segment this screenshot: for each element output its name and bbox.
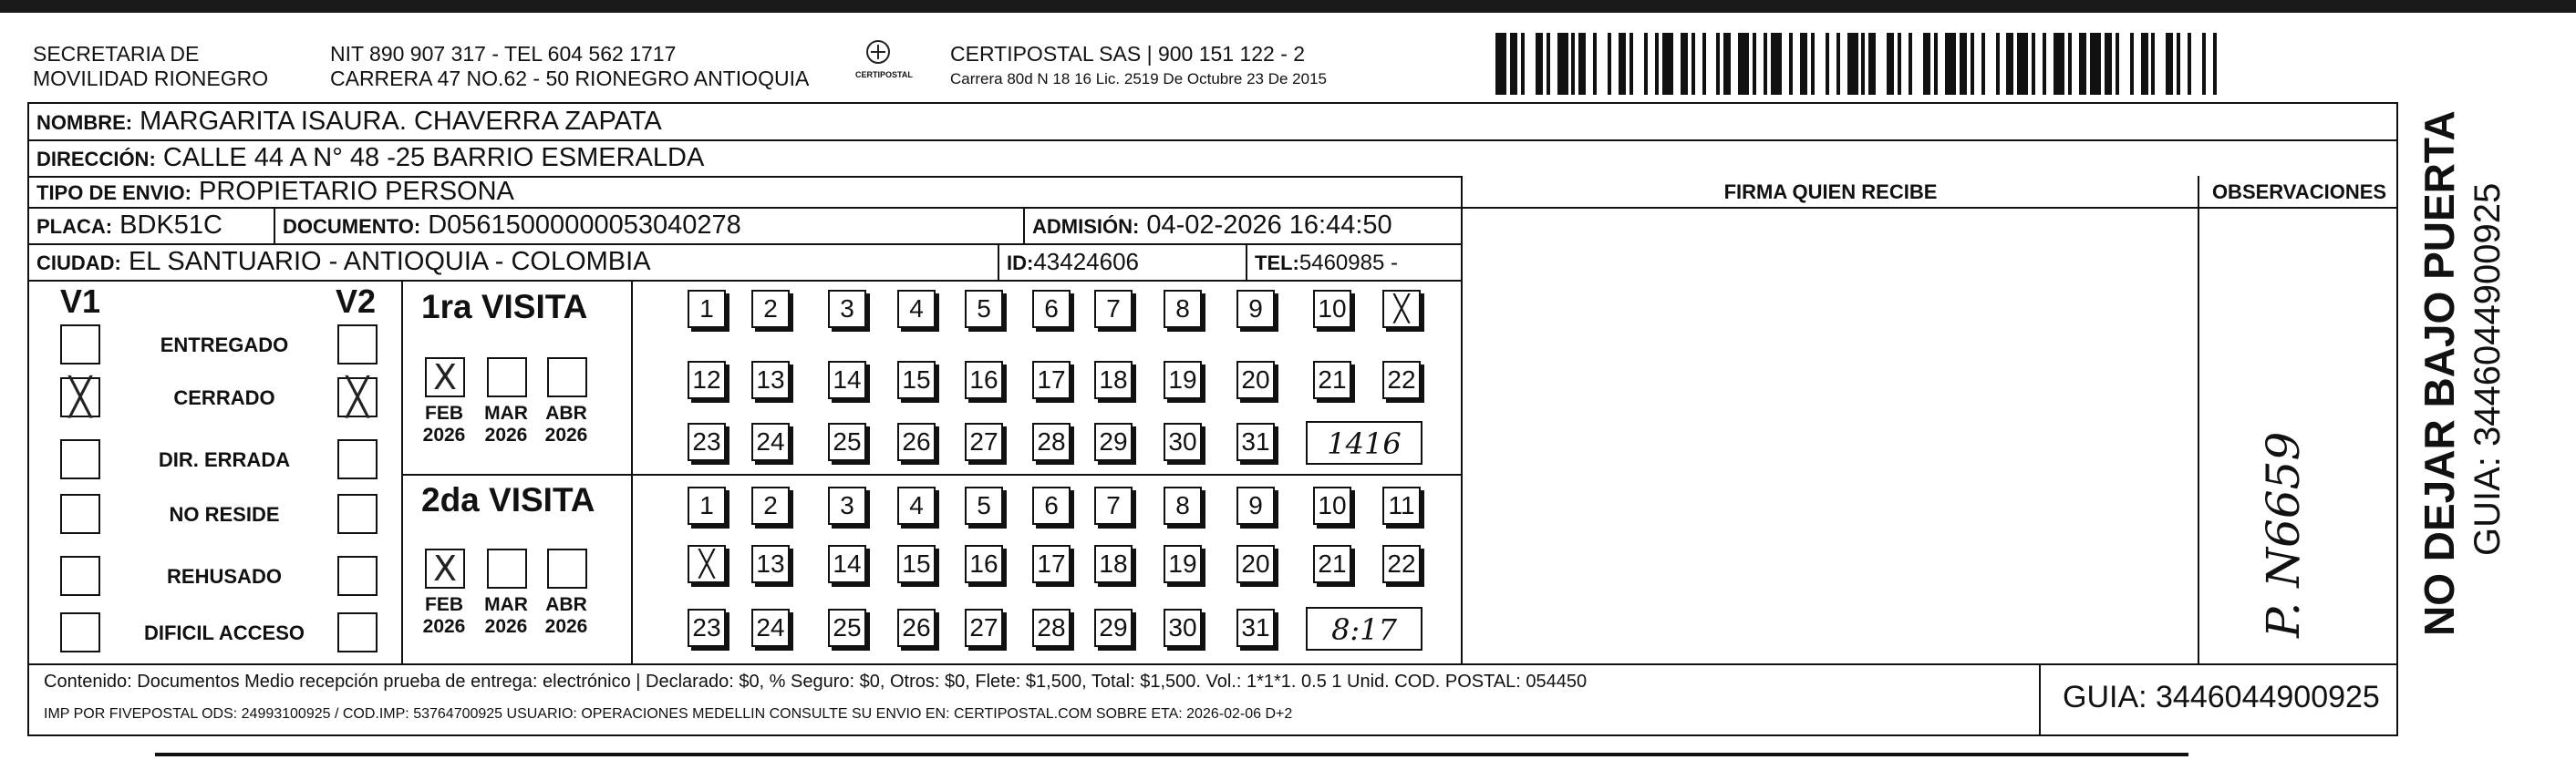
barcode-bar (1648, 33, 1655, 95)
barcode-bar (2191, 33, 2202, 95)
day-box-2[interactable]: 2 (751, 487, 790, 525)
barcode-bar (2166, 33, 2173, 95)
day-box-21[interactable]: 21 (1313, 361, 1351, 399)
barcode-bar (1985, 33, 1996, 95)
day-box-18[interactable]: 18 (1094, 545, 1133, 583)
barcode-bar (2180, 33, 2188, 95)
admission-label: ADMISIÓN: (1032, 215, 1140, 238)
side-guide-number: GUIA: 3446044900925 (2467, 182, 2508, 556)
plate-label: PLACA: (36, 215, 113, 238)
barcode-bar (1536, 33, 1543, 95)
month-checkbox-abr[interactable] (547, 549, 587, 589)
month-name: MAR (484, 594, 528, 615)
day-box-27[interactable]: 27 (965, 423, 1003, 461)
day-box-7[interactable]: 7 (1094, 487, 1133, 525)
day-box-1[interactable]: 1 (688, 290, 726, 328)
visit1-title: 1ra VISITA (421, 288, 588, 325)
month-label (480, 403, 533, 447)
day-box-17[interactable]: 17 (1032, 545, 1071, 583)
day-box-31[interactable]: 31 (1236, 609, 1275, 647)
months-divider (631, 280, 633, 663)
plate-row (36, 210, 222, 242)
barcode-bar (2134, 33, 2141, 95)
month-year: 2026 (544, 425, 588, 446)
barcode-bar (2054, 33, 2064, 95)
type-label: TIPO DE ENVIO: (36, 181, 191, 204)
barcode-bar (1597, 33, 1608, 95)
cell-line (998, 243, 999, 280)
status-option-label: DIFICIL ACCESO (143, 621, 305, 644)
day-box-4[interactable]: 4 (897, 290, 936, 328)
col-line (1461, 176, 1463, 663)
day-box-12[interactable]: ╳ (688, 545, 726, 583)
city-label: CIUDAD: (36, 252, 121, 274)
city-value: EL SANTUARIO - ANTIOQUIA - COLOMBIA (128, 247, 651, 276)
day-box-30[interactable]: 30 (1164, 423, 1202, 461)
status-v1-checkbox[interactable] (60, 439, 100, 479)
visit-divider (401, 474, 1461, 476)
visit2-title: 2da VISITA (421, 481, 595, 519)
month-year: 2026 (422, 425, 466, 446)
day-box-25[interactable]: 25 (828, 609, 866, 647)
visit-hour: 8:17 (1306, 607, 1422, 651)
month-checkbox-mar[interactable] (487, 357, 527, 397)
barcode-bar (2217, 33, 2224, 95)
barcode-bar (2017, 33, 2028, 95)
month-name: ABR (545, 403, 587, 424)
barcode-bar (2105, 33, 2112, 95)
barcode-bar (1586, 33, 1593, 95)
status-option-label: ENTREGADO (160, 334, 289, 356)
month-name: FEB (425, 403, 463, 424)
day-box-22[interactable]: 22 (1382, 545, 1421, 583)
day-box-8[interactable]: 8 (1164, 487, 1202, 525)
name-label: NOMBRE: (36, 111, 133, 134)
day-box-16[interactable]: 16 (965, 545, 1003, 583)
barcode-bar (2090, 33, 2101, 95)
status-v1-checkbox[interactable] (60, 612, 100, 652)
footer-line (27, 663, 2398, 665)
month-year: 2026 (484, 425, 528, 446)
courier-info (950, 42, 1327, 91)
type-value: PROPIETARIO PERSONA (198, 177, 514, 206)
barcode-bar (1847, 33, 1858, 95)
month-name: ABR (545, 594, 587, 615)
month-name: FEB (425, 594, 463, 615)
day-box-18[interactable]: 18 (1094, 361, 1133, 399)
day-box-11[interactable]: ╳ (1382, 290, 1421, 328)
day-box-29[interactable]: 29 (1094, 423, 1133, 461)
barcode-bar (1974, 33, 1981, 95)
bottom-edge (155, 753, 2188, 756)
barcode-bar (1782, 33, 1789, 95)
month-year: 2026 (484, 616, 528, 637)
status-v1-checkbox[interactable] (60, 324, 100, 365)
barcode-bar (1840, 33, 1847, 95)
barcode-bar (2000, 33, 2007, 95)
barcode-bar (2079, 33, 2086, 95)
day-box-13[interactable]: 13 (751, 361, 790, 399)
day-box-7[interactable]: 7 (1094, 290, 1133, 328)
day-box-2[interactable]: 2 (751, 290, 790, 328)
day-box-1[interactable]: 1 (688, 487, 726, 525)
barcode-bar (1800, 33, 1807, 95)
month-year: 2026 (544, 616, 588, 637)
observations-header: OBSERVACIONES (2211, 180, 2387, 203)
day-box-28[interactable]: 28 (1032, 423, 1071, 461)
barcode-bar (1525, 33, 1536, 95)
barcode-bar (2035, 33, 2043, 95)
top-border (0, 0, 2576, 13)
barcode-bar (1829, 33, 1836, 95)
day-box-3[interactable]: 3 (828, 487, 866, 525)
barcode-bar (1868, 33, 1876, 95)
barcode-bar (2046, 33, 2054, 95)
name-value: MARGARITA ISAURA. CHAVERRA ZAPATA (140, 107, 662, 136)
status-option-label: REHUSADO (167, 565, 282, 588)
day-box-20[interactable]: 20 (1236, 545, 1275, 583)
address-value: CALLE 44 A N° 48 -25 BARRIO ESMERALDA (162, 143, 705, 172)
row-line (27, 139, 2398, 141)
barcode-bar (2141, 33, 2148, 95)
doc-row (283, 210, 741, 242)
day-box-6[interactable]: 6 (1032, 290, 1071, 328)
doc-value: D05615000000053040278 (428, 211, 741, 240)
day-box-30[interactable]: 30 (1164, 609, 1202, 647)
barcode-bar (1756, 33, 1764, 95)
day-box-11[interactable]: 11 (1382, 487, 1421, 525)
day-box-3[interactable]: 3 (828, 290, 866, 328)
month-label (540, 594, 593, 638)
status-v1-checkbox[interactable] (60, 494, 100, 534)
barcode-bar (1723, 33, 1731, 95)
status-v2-checkbox[interactable] (337, 556, 378, 596)
col-line (2198, 176, 2199, 663)
cell-line (1246, 243, 1247, 280)
footer-content: Contenido: Documentos Medio recepción prueba de entrega: electrónico | Declarado: $0, % Seguro: $0, Otros: $0, Flete: $1,500, Total: $1,500. Vol.: 1*1*1. 0.5 1 Unid. COD. POSTAL: 054450 (44, 672, 1588, 692)
org-name (33, 42, 268, 91)
name-row (36, 106, 662, 139)
day-box-16[interactable]: 16 (965, 361, 1003, 399)
status-v1-checkbox[interactable]: ╳ (60, 377, 100, 417)
day-box-14[interactable]: 14 (828, 545, 866, 583)
barcode-bar (1887, 33, 1894, 95)
courier-name: CERTIPOSTAL SAS | 900 151 122 - 2 (950, 42, 1306, 66)
month-name: MAR (484, 403, 528, 424)
status-divider (401, 280, 403, 663)
barcode-bar (1923, 33, 1930, 95)
barcode-bar (1793, 33, 1800, 95)
barcode-bar (1815, 33, 1826, 95)
barcode-bar (1912, 33, 1923, 95)
day-box-4[interactable]: 4 (897, 487, 936, 525)
tel-value: 5460985 - (1298, 251, 1398, 275)
barcode-bar (1945, 33, 1956, 95)
id-label: ID: (1007, 252, 1034, 274)
day-box-8[interactable]: 8 (1164, 290, 1202, 328)
day-box-31[interactable]: 31 (1236, 423, 1275, 461)
day-box-24[interactable]: 24 (751, 423, 790, 461)
barcode-bar (1662, 33, 1673, 95)
barcode-bar (1495, 33, 1506, 95)
day-box-28[interactable]: 28 (1032, 609, 1071, 647)
status-v2-checkbox[interactable] (337, 439, 378, 479)
status-v2-checkbox[interactable] (337, 612, 378, 652)
barcode-bar (1738, 33, 1749, 95)
barcode-bar (2119, 33, 2130, 95)
observation-note: P. N6659 (2257, 431, 2310, 638)
logo-icon (863, 38, 894, 66)
day-box-19[interactable]: 19 (1164, 545, 1202, 583)
day-box-23[interactable]: 23 (688, 609, 726, 647)
city-row (36, 246, 651, 279)
admission-row (1032, 210, 1392, 242)
day-box-12[interactable]: 12 (688, 361, 726, 399)
certipostal-logo (855, 38, 913, 79)
cell-line (1023, 207, 1025, 243)
month-label (418, 594, 471, 638)
month-checkbox-feb[interactable]: X (425, 357, 465, 397)
footer-guide-number: GUIA: 3446044900925 (2063, 680, 2380, 714)
status-v2-checkbox[interactable]: ╳ (337, 377, 378, 417)
org-contact (330, 42, 809, 91)
tel-row (1255, 248, 1398, 279)
plate-value: BDK51C (119, 211, 222, 240)
day-box-24[interactable]: 24 (751, 609, 790, 647)
barcode-bar (2006, 33, 2013, 95)
admission-value: 04-02-2026 16:44:50 (1146, 211, 1392, 240)
day-box-20[interactable]: 20 (1236, 361, 1275, 399)
header-underline (1461, 207, 2398, 209)
day-box-26[interactable]: 26 (897, 423, 936, 461)
status-option-label: CERRADO (173, 386, 275, 409)
day-box-23[interactable]: 23 (688, 423, 726, 461)
barcode-bar (1901, 33, 1909, 95)
id-row (1007, 246, 1139, 279)
day-box-9[interactable]: 9 (1236, 487, 1275, 525)
row-line (27, 280, 1461, 282)
address-row (36, 142, 704, 175)
v2-header: V2 (336, 282, 377, 320)
month-year: 2026 (422, 616, 466, 637)
status-v1-checkbox[interactable] (60, 556, 100, 596)
barcode-bar (1695, 33, 1702, 95)
barcode (1495, 33, 2225, 95)
barcode-bar (1550, 33, 1557, 95)
barcode-bar (1876, 33, 1887, 95)
barcode-bar (1706, 33, 1717, 95)
day-box-5[interactable]: 5 (965, 487, 1003, 525)
id-value: 43424606 (1033, 248, 1140, 275)
status-v2-checkbox[interactable] (337, 324, 378, 365)
day-box-15[interactable]: 15 (897, 361, 936, 399)
signature-header: FIRMA QUIEN RECIBE (1723, 180, 1938, 203)
visit-hour: 1416 (1306, 421, 1422, 465)
footer-divider (2039, 663, 2041, 736)
barcode-bar (1619, 33, 1626, 95)
status-option-label: DIR. ERRADA (158, 448, 291, 471)
day-box-10[interactable]: 10 (1313, 487, 1351, 525)
logo-text: CERTIPOSTAL (855, 70, 913, 79)
day-box-26[interactable]: 26 (897, 609, 936, 647)
status-v2-checkbox[interactable] (337, 494, 378, 534)
month-label (540, 403, 593, 447)
barcode-bar (1633, 33, 1644, 95)
day-box-5[interactable]: 5 (965, 290, 1003, 328)
barcode-bar (1578, 33, 1586, 95)
day-box-27[interactable]: 27 (965, 609, 1003, 647)
footer-print-info: IMP POR FIVEPOSTAL ODS: 24993100925 / COD.IMP: 53764700925 USUARIO: OPERACIONES MEDELLIN CONSULTE SU ENVIO EN: CERTIPOSTAL.COM SOBRE ETA: 2026-02-06 D+2 (44, 706, 1293, 722)
month-label (418, 403, 471, 447)
day-box-15[interactable]: 15 (897, 545, 936, 583)
day-box-9[interactable]: 9 (1236, 290, 1275, 328)
side-warning: NO DEJAR BAJO PUERTA (2416, 110, 2463, 636)
org-line1: SECRETARIA DE (33, 42, 200, 66)
type-row (36, 176, 514, 209)
barcode-bar (1771, 33, 1782, 95)
day-box-6[interactable]: 6 (1032, 487, 1071, 525)
month-checkbox-feb[interactable]: X (425, 549, 465, 589)
nit-line: NIT 890 907 317 - TEL 604 562 1717 (330, 42, 677, 66)
cell-line (274, 207, 275, 243)
day-box-17[interactable]: 17 (1032, 361, 1071, 399)
barcode-bar (1510, 33, 1517, 95)
barcode-bar (1731, 33, 1738, 95)
day-box-21[interactable]: 21 (1313, 545, 1351, 583)
day-box-13[interactable]: 13 (751, 545, 790, 583)
barcode-bar (1938, 33, 1945, 95)
day-box-22[interactable]: 22 (1382, 361, 1421, 399)
day-box-14[interactable]: 14 (828, 361, 866, 399)
address-label: DIRECCIÓN: (36, 148, 156, 170)
month-checkbox-abr[interactable] (547, 357, 587, 397)
barcode-bar (2072, 33, 2079, 95)
status-option-label: NO RESIDE (169, 503, 280, 526)
barcode-bar (1557, 33, 1568, 95)
org-line2: MOVILIDAD RIONEGRO (33, 67, 269, 90)
day-box-19[interactable]: 19 (1164, 361, 1202, 399)
day-box-25[interactable]: 25 (828, 423, 866, 461)
tel-label: TEL: (1255, 252, 1299, 274)
month-label (480, 594, 533, 638)
address-line: CARRERA 47 NO.62 - 50 RIONEGRO ANTIOQUIA (330, 67, 810, 90)
v1-header: V1 (60, 282, 101, 320)
courier-address: Carrera 80d N 18 16 Lic. 2519 De Octubre 23 De 2015 (950, 70, 1327, 87)
day-box-29[interactable]: 29 (1094, 609, 1133, 647)
doc-label: DOCUMENTO: (283, 215, 421, 238)
barcode-bar (1673, 33, 1681, 95)
barcode-bar (2206, 33, 2213, 95)
barcode-bar (1681, 33, 1688, 95)
day-box-10[interactable]: 10 (1313, 290, 1351, 328)
month-checkbox-mar[interactable] (487, 549, 527, 589)
barcode-bar (1611, 33, 1619, 95)
barcode-bar (2155, 33, 2166, 95)
barcode-bar (1960, 33, 1967, 95)
